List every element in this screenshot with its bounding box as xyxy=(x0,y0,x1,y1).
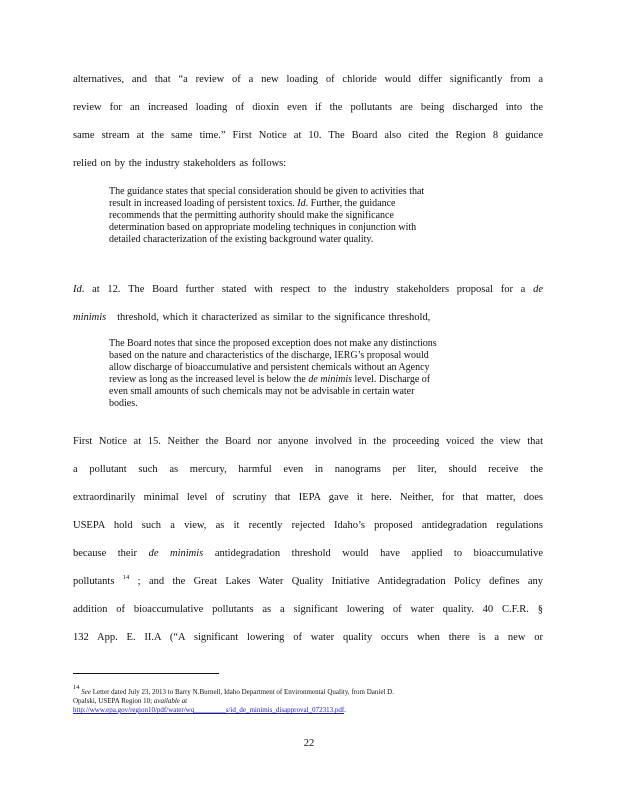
body-line xyxy=(73,283,543,296)
citation-id: Id xyxy=(73,284,82,295)
quote-text: level. Discharge of xyxy=(354,374,431,385)
quote-line: based on the nature and characteristics of the discharge, IERG’s proposal would xyxy=(109,350,429,361)
footnote-link[interactable]: http://www.epa.gov/region10/pdf/water/wq_________s/id_de_minimis_disapproval_072313.pdf xyxy=(73,706,345,714)
body-text: because their xyxy=(73,548,138,559)
body-text: threshold, which it characterized as similar to the significance threshold, xyxy=(117,312,431,323)
body-line xyxy=(73,311,543,324)
footnote-text: . xyxy=(344,706,346,714)
quote-text: review as long as the increased level is below the xyxy=(109,374,306,385)
body-line xyxy=(73,547,543,560)
latin-term: de xyxy=(533,284,544,295)
citation-signal: See xyxy=(81,688,91,696)
quote-text: result in increased loading of persistent toxics. xyxy=(109,198,295,209)
body-line: review for an increased loading of dioxin even if the pollutants are being discharged into the xyxy=(73,102,543,113)
footnote-text: Opalski, USEPA Region 10; xyxy=(73,697,153,705)
body-line: addition of bioaccumulative pollutants as a significant lowering of water quality. 40 C.F.R. § xyxy=(73,604,543,615)
citation-id: Id xyxy=(297,198,306,209)
quote-line: determination based on appropriate modeling techniques in conjunction with xyxy=(109,222,417,233)
quote-line: The Board notes that since the proposed exception does not make any distinctions xyxy=(109,338,437,349)
block-quote xyxy=(109,338,499,410)
footnote-text: available at xyxy=(153,697,188,705)
quote-line: even small amounts of such chemicals may not be advisable in certain water xyxy=(109,386,415,397)
body-line xyxy=(73,575,543,588)
body-line: 132 App. E. II.A (“A significant lowering of water quality occurs when there is a new or xyxy=(73,632,543,643)
footnote-text: Letter dated July 23, 2013 to Barry N.Burnell, Idaho Department of Environmental Quality, from Daniel D. xyxy=(92,688,394,696)
body-line: USEPA hold such a view, as it recently rejected Idaho’s proposed antidegradation regulations xyxy=(73,520,543,531)
body-text: ; and the Great Lakes Water Quality Initiative Antidegradation Policy defines any xyxy=(137,576,544,587)
latin-term: de minimis xyxy=(148,548,204,559)
quote-line: detailed characterization of the existing background water quality. xyxy=(109,234,374,245)
quote-line xyxy=(109,374,499,386)
footnote-line xyxy=(73,697,543,706)
body-line: relied on by the industry stakeholders as follows: xyxy=(73,158,287,169)
block-quote xyxy=(109,186,499,246)
body-line: First Notice at 15. Neither the Board nor anyone involved in the proceeding voiced the view that xyxy=(73,436,543,447)
footnote-line xyxy=(73,684,543,697)
quote-line: recommends that the permitting authority should make the significance xyxy=(109,210,394,221)
body-text: antidegradation threshold would have applied to bioaccumulative xyxy=(214,548,543,559)
quote-text: . Further, the guidance xyxy=(305,198,396,209)
body-line: alternatives, and that “a review of a new loading of chloride would differ significantly from a xyxy=(73,74,543,85)
body-line: a pollutant such as mercury, harmful even in nanograms per liter, should receive the xyxy=(73,464,543,475)
quote-line xyxy=(109,198,499,210)
body-line: same stream at the same time.” First Notice at 10. The Board also cited the Region 8 guidance xyxy=(73,130,543,141)
page-number: 22 xyxy=(303,738,315,749)
body-text: . at 12. The Board further stated with respect to the industry stakeholders proposal for a xyxy=(81,284,526,295)
latin-term: minimis xyxy=(73,312,107,323)
footnote-number: 14 xyxy=(73,684,80,691)
quote-line: The guidance states that special consideration should be given to activities that xyxy=(109,186,425,197)
footnote-reference[interactable]: 14 xyxy=(122,574,130,581)
latin-term: de minimis xyxy=(308,374,352,385)
body-text: pollutants xyxy=(73,576,115,587)
footnote-line xyxy=(73,706,543,715)
body-line: extraordinarily minimal level of scrutiny that IEPA gave it here. Neither, for that matter, does xyxy=(73,492,543,503)
footnote-separator xyxy=(73,673,219,674)
quote-line: allow discharge of bioaccumulative and persistent chemicals without an Agency xyxy=(109,362,430,373)
quote-line: bodies. xyxy=(109,398,138,409)
